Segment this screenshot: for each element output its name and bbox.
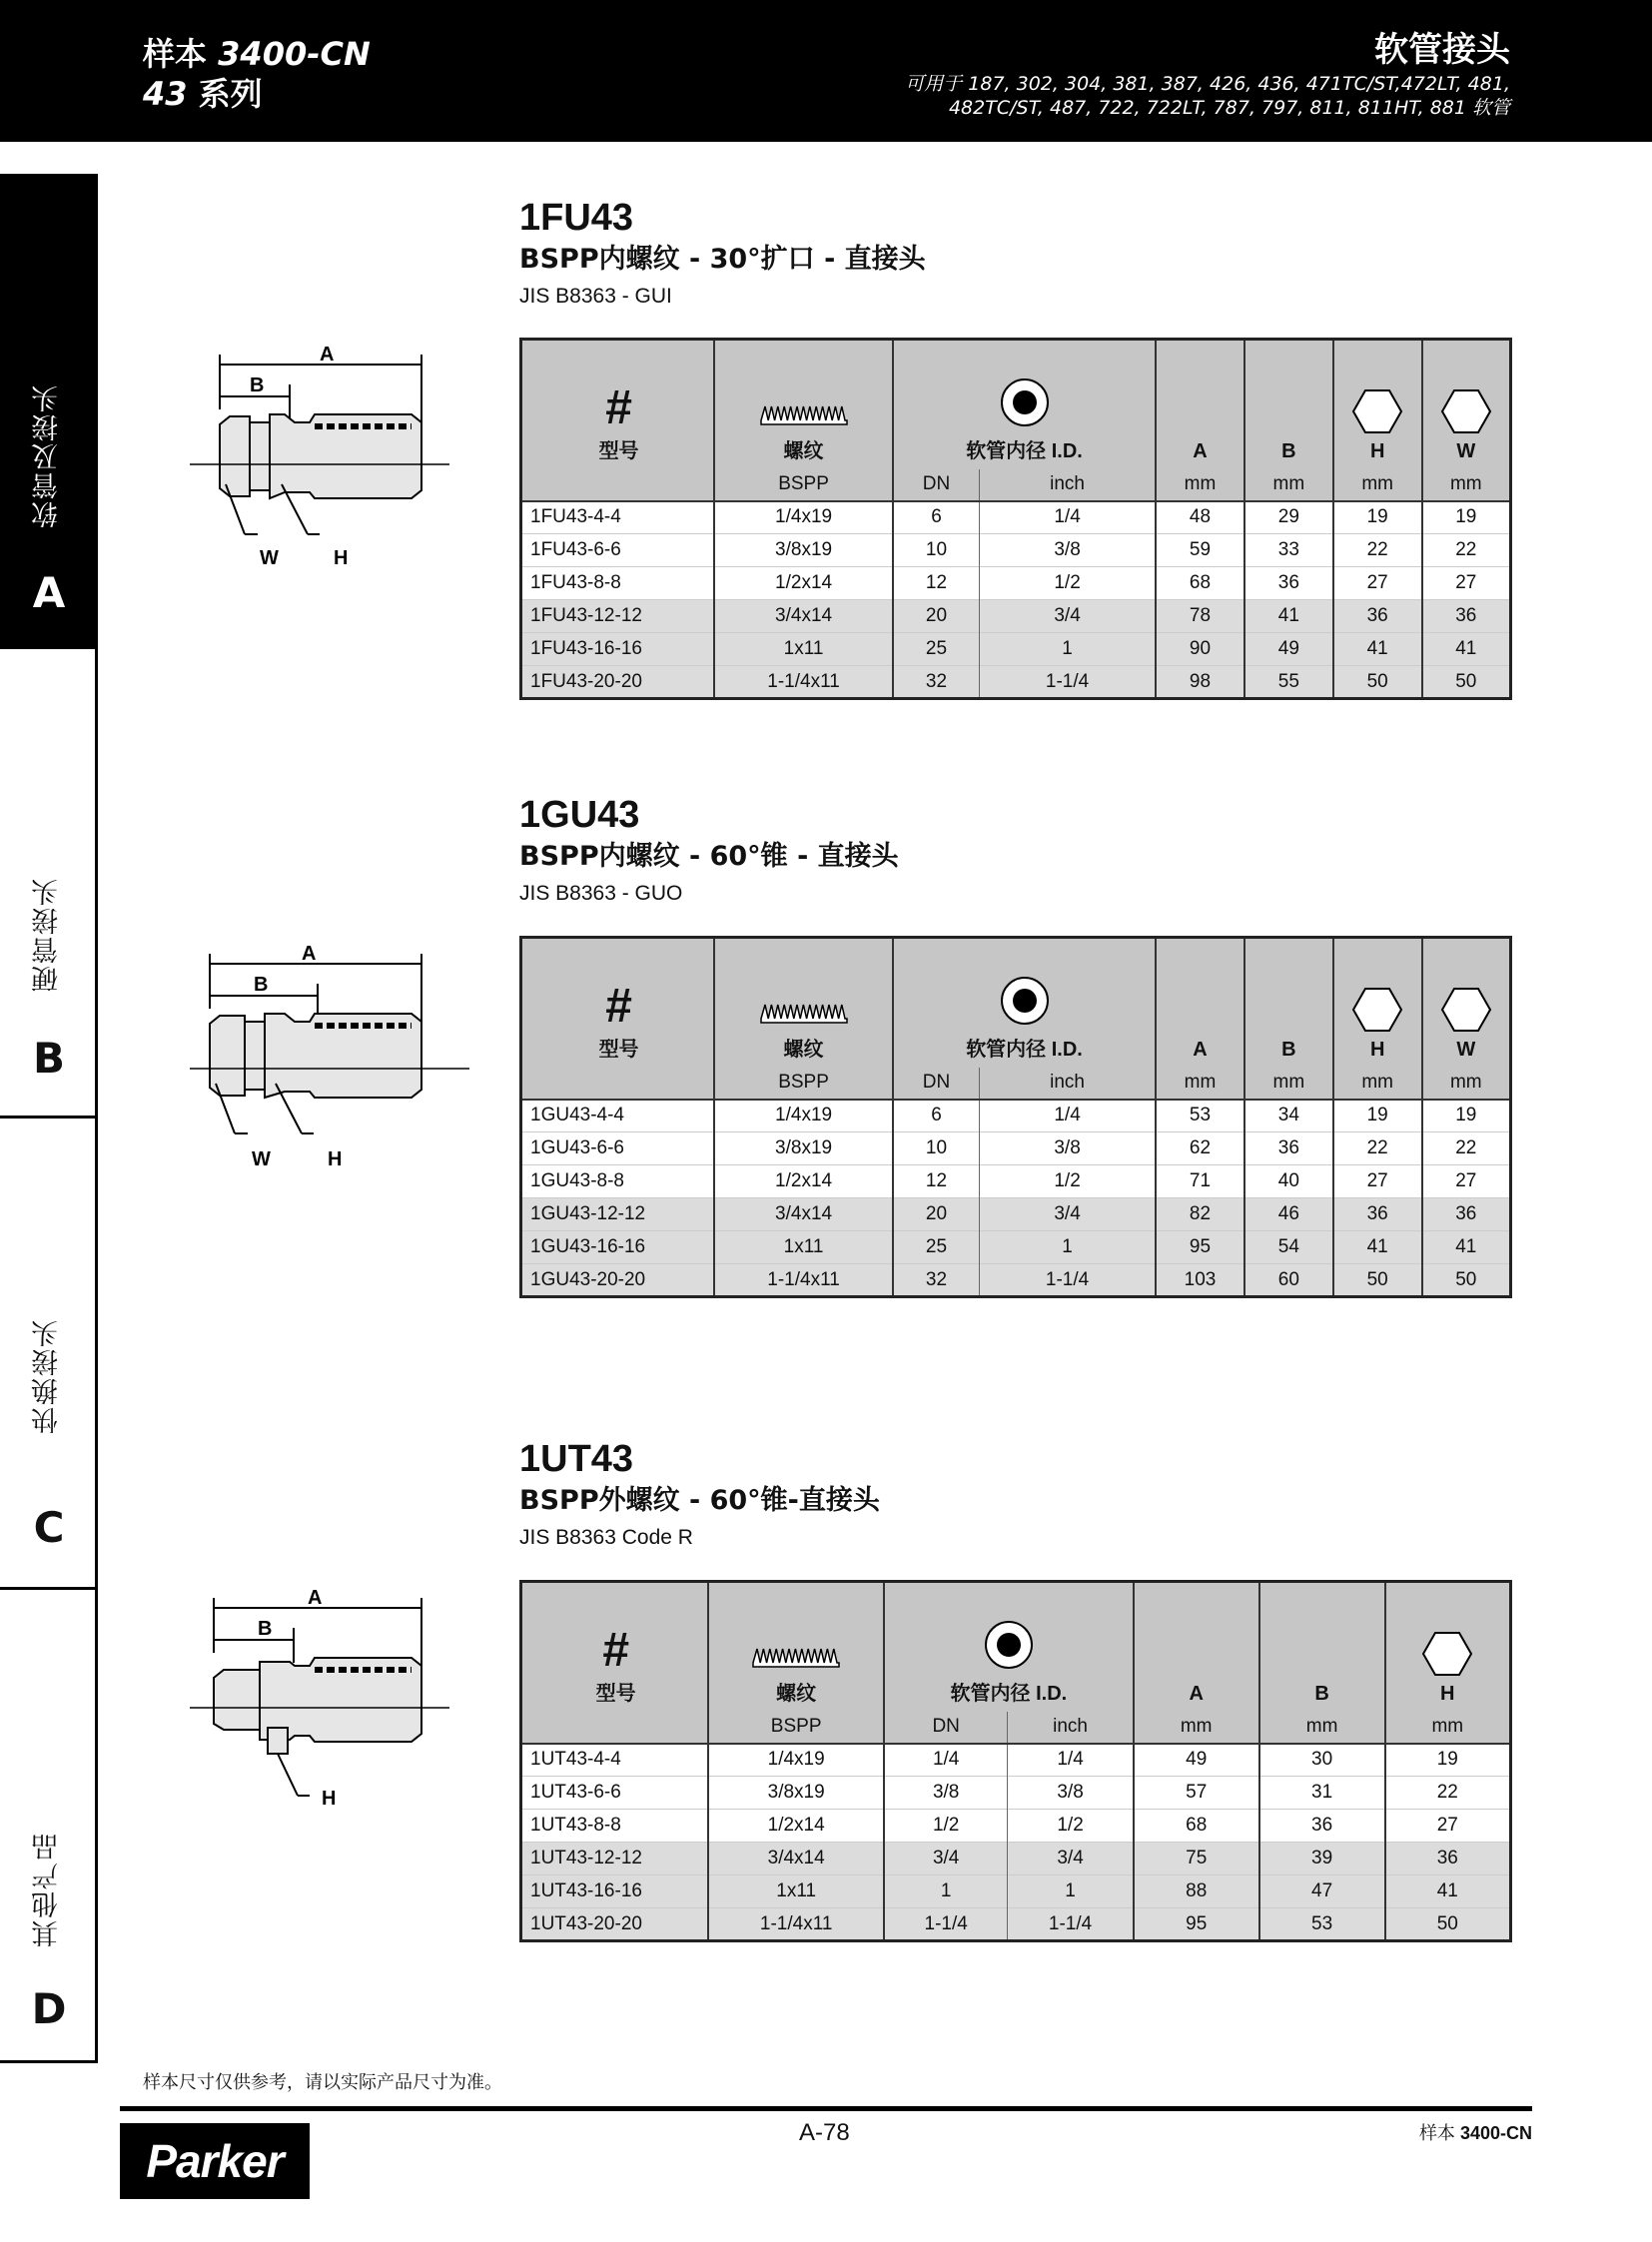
tab-b-letter: B bbox=[32, 1034, 65, 1083]
cell-thread: 1/2x14 bbox=[714, 567, 893, 600]
product-subtitle: BSPP外螺纹 - 60°锥-直接头 bbox=[519, 1485, 880, 1516]
cell-thread: 3/4x14 bbox=[714, 1198, 893, 1231]
tab-a-label: 软管及接头 bbox=[32, 383, 63, 528]
cell-dn: 32 bbox=[893, 666, 980, 699]
cell-dn: 12 bbox=[893, 1165, 980, 1198]
spec-table-1ut43 bbox=[519, 1580, 1512, 1942]
tab-b[interactable] bbox=[0, 649, 98, 1119]
header-title-block bbox=[905, 28, 1510, 120]
unit-dn: DN bbox=[893, 1068, 980, 1100]
cell-inch: 1 bbox=[1008, 1875, 1134, 1908]
cell-inch: 1/2 bbox=[980, 567, 1157, 600]
tab-b-label: 硬管接头 bbox=[32, 877, 63, 993]
cell-dn: 3/8 bbox=[884, 1777, 1008, 1810]
header-row bbox=[521, 340, 1511, 469]
cell-dim-h: 27 bbox=[1333, 567, 1422, 600]
w-header-label: W bbox=[1456, 439, 1476, 462]
cell-dim-w: 27 bbox=[1422, 1165, 1511, 1198]
cell-dim-h: 19 bbox=[1385, 1744, 1511, 1777]
cell-thread: 1/2x14 bbox=[714, 1165, 893, 1198]
cell-model: 1UT43-8-8 bbox=[521, 1810, 709, 1843]
cell-thread: 1/4x19 bbox=[708, 1744, 884, 1777]
cell-thread: 1x11 bbox=[714, 633, 893, 666]
hex-icon bbox=[1440, 388, 1492, 434]
a-col-header: A bbox=[1156, 938, 1244, 1068]
a-col-header: A bbox=[1156, 340, 1244, 469]
cell-dim-b: 29 bbox=[1244, 501, 1333, 534]
unit-mm: mm bbox=[1422, 1068, 1511, 1100]
cell-thread: 3/8x19 bbox=[714, 534, 893, 567]
cell-dn: 25 bbox=[893, 633, 980, 666]
cell-dim-a: 75 bbox=[1134, 1843, 1259, 1875]
cell-dn: 1 bbox=[884, 1875, 1008, 1908]
unit-mm: mm bbox=[1156, 469, 1244, 501]
cell-dim-a: 98 bbox=[1156, 666, 1244, 699]
parker-logo: Parker bbox=[120, 2123, 310, 2199]
cell-thread: 1-1/4x11 bbox=[714, 666, 893, 699]
table-row bbox=[521, 567, 1511, 600]
cell-dim-a: 62 bbox=[1156, 1132, 1244, 1165]
thread-col-header bbox=[714, 340, 893, 469]
cell-dn: 20 bbox=[893, 600, 980, 633]
cell-dim-w: 19 bbox=[1422, 501, 1511, 534]
cell-model: 1FU43-4-4 bbox=[521, 501, 715, 534]
cell-model: 1FU43-6-6 bbox=[521, 534, 715, 567]
cell-thread: 3/8x19 bbox=[708, 1777, 884, 1810]
table-row bbox=[521, 1198, 1511, 1231]
w-header-label: W bbox=[1456, 1038, 1476, 1061]
cell-dim-w: 22 bbox=[1422, 1132, 1511, 1165]
cell-inch: 1/4 bbox=[980, 501, 1157, 534]
cell-thread: 1x11 bbox=[708, 1875, 884, 1908]
cell-inch: 1 bbox=[980, 1231, 1157, 1264]
catalog-prefix: 样本 bbox=[143, 35, 219, 73]
dim-w-label: W bbox=[260, 547, 279, 569]
h-header-label: H bbox=[1440, 1682, 1455, 1705]
cell-dim-h: 19 bbox=[1333, 1100, 1422, 1132]
cell-dim-h: 41 bbox=[1333, 633, 1422, 666]
cell-dim-h: 22 bbox=[1333, 1132, 1422, 1165]
hex-icon bbox=[1440, 987, 1492, 1033]
cell-model: 1GU43-8-8 bbox=[521, 1165, 715, 1198]
unit-dn: DN bbox=[884, 1712, 1008, 1744]
h-header-label: H bbox=[1369, 1038, 1385, 1061]
dim-a-label: A bbox=[320, 344, 335, 366]
cell-dim-w: 50 bbox=[1422, 1264, 1511, 1297]
cell-thread: 1-1/4x11 bbox=[708, 1908, 884, 1941]
cell-dim-b: 39 bbox=[1259, 1843, 1385, 1875]
unit-mm: mm bbox=[1385, 1712, 1511, 1744]
cell-thread: 1x11 bbox=[714, 1231, 893, 1264]
table-row bbox=[521, 600, 1511, 633]
cell-dim-b: 49 bbox=[1244, 633, 1333, 666]
cell-dim-b: 40 bbox=[1244, 1165, 1333, 1198]
dim-a-label: A bbox=[308, 1587, 323, 1609]
cell-dn: 10 bbox=[893, 534, 980, 567]
product-code: 1UT43 bbox=[519, 1438, 634, 1480]
cell-dim-a: 95 bbox=[1156, 1231, 1244, 1264]
cell-dim-b: 36 bbox=[1244, 567, 1333, 600]
hose-id-icon bbox=[999, 975, 1051, 1027]
thread-icon bbox=[759, 400, 849, 428]
cell-dim-a: 88 bbox=[1134, 1875, 1259, 1908]
table-row bbox=[521, 633, 1511, 666]
unit-mm: mm bbox=[1333, 469, 1422, 501]
cell-thread: 1/2x14 bbox=[708, 1810, 884, 1843]
h-col-header bbox=[1385, 1582, 1511, 1712]
model-col-header bbox=[521, 938, 715, 1068]
hose-id-header-label: 软管内径 I.D. bbox=[966, 1038, 1083, 1061]
model-header-label: 型号 bbox=[598, 1038, 639, 1061]
page-number: A-78 bbox=[799, 2119, 850, 2146]
cell-dn: 25 bbox=[893, 1231, 980, 1264]
product-standard: JIS B8363 - GUI bbox=[519, 285, 672, 308]
side-tabs bbox=[0, 174, 98, 2063]
cell-dim-a: 48 bbox=[1156, 501, 1244, 534]
unit-dn: DN bbox=[893, 469, 980, 501]
cell-dn: 1-1/4 bbox=[884, 1908, 1008, 1941]
cell-model: 1UT43-4-4 bbox=[521, 1744, 709, 1777]
units-row bbox=[521, 1068, 1511, 1100]
w-col-header bbox=[1422, 938, 1511, 1068]
cell-dn: 1/4 bbox=[884, 1744, 1008, 1777]
cell-model: 1GU43-16-16 bbox=[521, 1231, 715, 1264]
cell-inch: 3/4 bbox=[980, 1198, 1157, 1231]
table-row bbox=[521, 1843, 1511, 1875]
cell-inch: 1-1/4 bbox=[980, 1264, 1157, 1297]
table-row bbox=[521, 1908, 1511, 1941]
model-col-header bbox=[521, 1582, 709, 1712]
section-1gu43-heading bbox=[519, 793, 1512, 909]
table-row bbox=[521, 1132, 1511, 1165]
h-header-label: H bbox=[1369, 439, 1385, 462]
cell-dim-h: 50 bbox=[1333, 666, 1422, 699]
cell-dn: 32 bbox=[893, 1264, 980, 1297]
hash-icon: # bbox=[602, 1623, 630, 1677]
catalog-code: 3400-CN bbox=[218, 35, 371, 73]
cell-dim-a: 95 bbox=[1134, 1908, 1259, 1941]
cell-dim-w: 22 bbox=[1422, 534, 1511, 567]
disclaimer-note: 样本尺寸仅供参考，请以实际产品尺寸为准。 bbox=[143, 2072, 502, 2093]
cell-dim-h: 22 bbox=[1385, 1777, 1511, 1810]
unit-cell-empty bbox=[521, 1068, 715, 1100]
cell-inch: 3/8 bbox=[980, 1132, 1157, 1165]
spec-table-1gu43 bbox=[519, 936, 1512, 1298]
unit-bspp: BSPP bbox=[708, 1712, 884, 1744]
table-row bbox=[521, 1744, 1511, 1777]
cell-dim-h: 36 bbox=[1333, 1198, 1422, 1231]
cell-inch: 3/8 bbox=[980, 534, 1157, 567]
cell-dim-b: 30 bbox=[1259, 1744, 1385, 1777]
unit-mm: mm bbox=[1422, 469, 1511, 501]
thread-header-label: 螺纹 bbox=[783, 439, 824, 462]
cell-inch: 1/2 bbox=[980, 1165, 1157, 1198]
product-code: 1GU43 bbox=[519, 794, 640, 836]
hex-icon bbox=[1351, 987, 1403, 1033]
footer-catalog-prefix: 样本 bbox=[1418, 2123, 1460, 2143]
cell-dim-b: 60 bbox=[1244, 1264, 1333, 1297]
cell-dn: 6 bbox=[893, 1100, 980, 1132]
cell-inch: 1-1/4 bbox=[980, 666, 1157, 699]
b-col-header: B bbox=[1244, 340, 1333, 469]
product-standard: JIS B8363 - GUO bbox=[519, 882, 683, 905]
cell-dim-a: 68 bbox=[1156, 567, 1244, 600]
header-row bbox=[521, 938, 1511, 1068]
tab-d-label: 其他产品 bbox=[32, 1832, 63, 1947]
cell-model: 1FU43-16-16 bbox=[521, 633, 715, 666]
cell-dim-h: 36 bbox=[1333, 600, 1422, 633]
cell-dim-h: 22 bbox=[1333, 534, 1422, 567]
cell-dim-a: 78 bbox=[1156, 600, 1244, 633]
cell-dim-a: 71 bbox=[1156, 1165, 1244, 1198]
cell-dim-b: 34 bbox=[1244, 1100, 1333, 1132]
unit-mm: mm bbox=[1333, 1068, 1422, 1100]
thread-col-header bbox=[714, 938, 893, 1068]
cell-dim-b: 46 bbox=[1244, 1198, 1333, 1231]
cell-inch: 3/4 bbox=[980, 600, 1157, 633]
cell-dim-w: 19 bbox=[1422, 1100, 1511, 1132]
thread-header-label: 螺纹 bbox=[783, 1038, 824, 1061]
cell-dim-b: 55 bbox=[1244, 666, 1333, 699]
cell-dim-h: 41 bbox=[1385, 1875, 1511, 1908]
compat-line-2: 482TC/ST, 487, 722, 722LT, 787, 797, 811, 811HT, 881 软管 bbox=[948, 97, 1510, 119]
hose-id-col-header bbox=[893, 938, 1156, 1068]
header-bar bbox=[0, 0, 1652, 142]
tab-a[interactable] bbox=[0, 174, 98, 649]
dim-h-label: H bbox=[334, 547, 349, 569]
cell-thread: 3/8x19 bbox=[714, 1132, 893, 1165]
cell-dn: 10 bbox=[893, 1132, 980, 1165]
header-row bbox=[521, 1582, 1511, 1712]
cell-dim-b: 36 bbox=[1259, 1810, 1385, 1843]
fitting-drawing-1gu43 bbox=[190, 934, 469, 1173]
table-row bbox=[521, 666, 1511, 699]
cell-dim-b: 47 bbox=[1259, 1875, 1385, 1908]
b-col-header: B bbox=[1244, 938, 1333, 1068]
cell-dim-a: 90 bbox=[1156, 633, 1244, 666]
page-title: 软管接头 bbox=[1374, 30, 1510, 70]
cell-model: 1GU43-20-20 bbox=[521, 1264, 715, 1297]
tab-c[interactable] bbox=[0, 1119, 98, 1590]
tab-c-letter: C bbox=[33, 1503, 65, 1552]
h-col-header bbox=[1333, 938, 1422, 1068]
units-row bbox=[521, 1712, 1511, 1744]
unit-bspp: BSPP bbox=[714, 1068, 893, 1100]
cell-thread: 1/4x19 bbox=[714, 501, 893, 534]
dim-b-label: B bbox=[254, 974, 269, 996]
cell-dim-a: 103 bbox=[1156, 1264, 1244, 1297]
table-row bbox=[521, 1777, 1511, 1810]
dim-w-label: W bbox=[252, 1148, 271, 1170]
cell-dim-h: 50 bbox=[1333, 1264, 1422, 1297]
table-row bbox=[521, 1810, 1511, 1843]
product-code: 1FU43 bbox=[519, 197, 634, 239]
thread-header-label: 螺纹 bbox=[776, 1682, 817, 1705]
dim-b-label: B bbox=[250, 374, 265, 396]
cell-dim-h: 41 bbox=[1333, 1231, 1422, 1264]
b-col-header: B bbox=[1259, 1582, 1385, 1712]
cell-dim-b: 53 bbox=[1259, 1908, 1385, 1941]
footer-rule bbox=[120, 2106, 1532, 2111]
w-col-header bbox=[1422, 340, 1511, 469]
unit-mm: mm bbox=[1244, 1068, 1333, 1100]
tab-d[interactable] bbox=[0, 1590, 98, 2063]
series-number: 43 bbox=[143, 75, 188, 113]
hex-icon bbox=[1421, 1631, 1473, 1677]
table-row bbox=[521, 1100, 1511, 1132]
cell-model: 1UT43-12-12 bbox=[521, 1843, 709, 1875]
cell-dn: 3/4 bbox=[884, 1843, 1008, 1875]
cell-model: 1GU43-4-4 bbox=[521, 1100, 715, 1132]
cell-thread: 1-1/4x11 bbox=[714, 1264, 893, 1297]
cell-model: 1GU43-6-6 bbox=[521, 1132, 715, 1165]
cell-inch: 1-1/4 bbox=[1008, 1908, 1134, 1941]
cell-dim-a: 49 bbox=[1134, 1744, 1259, 1777]
hash-icon: # bbox=[605, 380, 632, 434]
unit-inch: inch bbox=[980, 1068, 1157, 1100]
cell-model: 1FU43-12-12 bbox=[521, 600, 715, 633]
hose-id-icon bbox=[999, 376, 1051, 428]
fitting-drawing-1ut43 bbox=[190, 1578, 469, 1818]
unit-mm: mm bbox=[1259, 1712, 1385, 1744]
tab-d-letter: D bbox=[31, 1984, 67, 2033]
cell-dim-w: 36 bbox=[1422, 600, 1511, 633]
product-subtitle: BSPP内螺纹 - 30°扩口 - 直接头 bbox=[519, 244, 926, 275]
cell-thread: 3/4x14 bbox=[708, 1843, 884, 1875]
cell-model: 1FU43-20-20 bbox=[521, 666, 715, 699]
cell-inch: 3/8 bbox=[1008, 1777, 1134, 1810]
tab-c-label: 快换接头 bbox=[32, 1318, 63, 1434]
compat-line-1: 可用于 187, 302, 304, 381, 387, 426, 436, 471TC/ST,472LT, 481, bbox=[905, 73, 1510, 95]
hose-id-icon bbox=[983, 1619, 1035, 1671]
cell-dim-b: 36 bbox=[1244, 1132, 1333, 1165]
product-standard: JIS B8363 Code R bbox=[519, 1526, 693, 1549]
cell-model: 1UT43-6-6 bbox=[521, 1777, 709, 1810]
dim-b-label: B bbox=[258, 1618, 273, 1640]
cell-dn: 20 bbox=[893, 1198, 980, 1231]
cell-thread: 1/4x19 bbox=[714, 1100, 893, 1132]
spec-table-1fu43 bbox=[519, 338, 1512, 700]
cell-dn: 6 bbox=[893, 501, 980, 534]
table-row bbox=[521, 534, 1511, 567]
cell-dim-h: 27 bbox=[1385, 1810, 1511, 1843]
unit-mm: mm bbox=[1244, 469, 1333, 501]
footer-catalog bbox=[1419, 2119, 1532, 2145]
unit-bspp: BSPP bbox=[714, 469, 893, 501]
cell-dim-b: 31 bbox=[1259, 1777, 1385, 1810]
hex-icon bbox=[1351, 388, 1403, 434]
cell-dim-h: 19 bbox=[1333, 501, 1422, 534]
dim-a-label: A bbox=[302, 943, 317, 965]
cell-dim-b: 54 bbox=[1244, 1231, 1333, 1264]
h-col-header bbox=[1333, 340, 1422, 469]
cell-dim-w: 41 bbox=[1422, 1231, 1511, 1264]
cell-dim-a: 59 bbox=[1156, 534, 1244, 567]
table-row bbox=[521, 1231, 1511, 1264]
a-col-header: A bbox=[1134, 1582, 1259, 1712]
cell-dn: 12 bbox=[893, 567, 980, 600]
cell-dim-b: 33 bbox=[1244, 534, 1333, 567]
fitting-drawing-1fu43 bbox=[190, 335, 469, 574]
thread-icon bbox=[751, 1643, 841, 1671]
cell-dim-w: 50 bbox=[1422, 666, 1511, 699]
section-1ut43-heading bbox=[519, 1437, 1512, 1553]
unit-mm: mm bbox=[1156, 1068, 1244, 1100]
thread-icon bbox=[759, 999, 849, 1027]
section-1fu43-heading bbox=[519, 196, 1512, 312]
dim-h-label: H bbox=[322, 1788, 337, 1810]
cell-model: 1FU43-8-8 bbox=[521, 567, 715, 600]
cell-inch: 1 bbox=[980, 633, 1157, 666]
hash-icon: # bbox=[605, 979, 632, 1033]
hose-id-header-label: 软管内径 I.D. bbox=[966, 439, 1083, 462]
cell-dim-h: 36 bbox=[1385, 1843, 1511, 1875]
table-row bbox=[521, 1165, 1511, 1198]
cell-model: 1UT43-16-16 bbox=[521, 1875, 709, 1908]
catalog-series-block bbox=[143, 34, 371, 114]
cell-inch: 1/4 bbox=[980, 1100, 1157, 1132]
unit-mm: mm bbox=[1134, 1712, 1259, 1744]
dim-h-label: H bbox=[328, 1148, 343, 1170]
product-subtitle: BSPP内螺纹 - 60°锥 - 直接头 bbox=[519, 841, 899, 872]
cell-dim-a: 82 bbox=[1156, 1198, 1244, 1231]
cell-model: 1GU43-12-12 bbox=[521, 1198, 715, 1231]
model-header-label: 型号 bbox=[595, 1682, 636, 1705]
cell-dim-w: 36 bbox=[1422, 1198, 1511, 1231]
cell-dim-h: 27 bbox=[1333, 1165, 1422, 1198]
model-col-header bbox=[521, 340, 715, 469]
cell-dim-a: 57 bbox=[1134, 1777, 1259, 1810]
units-row bbox=[521, 469, 1511, 501]
thread-col-header bbox=[708, 1582, 884, 1712]
hose-id-col-header bbox=[893, 340, 1156, 469]
unit-cell-empty bbox=[521, 469, 715, 501]
cell-dim-a: 53 bbox=[1156, 1100, 1244, 1132]
cell-dn: 1/2 bbox=[884, 1810, 1008, 1843]
cell-dim-a: 68 bbox=[1134, 1810, 1259, 1843]
table-row bbox=[521, 1264, 1511, 1297]
cell-inch: 1/2 bbox=[1008, 1810, 1134, 1843]
unit-cell-empty bbox=[521, 1712, 709, 1744]
unit-inch: inch bbox=[1008, 1712, 1134, 1744]
model-header-label: 型号 bbox=[598, 439, 639, 462]
unit-inch: inch bbox=[980, 469, 1157, 501]
table-row bbox=[521, 1875, 1511, 1908]
cell-thread: 3/4x14 bbox=[714, 600, 893, 633]
cell-dim-b: 41 bbox=[1244, 600, 1333, 633]
series-label: 系列 bbox=[187, 75, 263, 113]
cell-dim-w: 41 bbox=[1422, 633, 1511, 666]
table-row bbox=[521, 501, 1511, 534]
cell-model: 1UT43-20-20 bbox=[521, 1908, 709, 1941]
cell-inch: 3/4 bbox=[1008, 1843, 1134, 1875]
footer-catalog-code: 3400-CN bbox=[1459, 2123, 1532, 2143]
tab-a-letter: A bbox=[32, 568, 66, 617]
cell-dim-h: 50 bbox=[1385, 1908, 1511, 1941]
hose-id-header-label: 软管内径 I.D. bbox=[950, 1682, 1068, 1705]
hose-id-col-header bbox=[884, 1582, 1134, 1712]
cell-inch: 1/4 bbox=[1008, 1744, 1134, 1777]
cell-dim-w: 27 bbox=[1422, 567, 1511, 600]
